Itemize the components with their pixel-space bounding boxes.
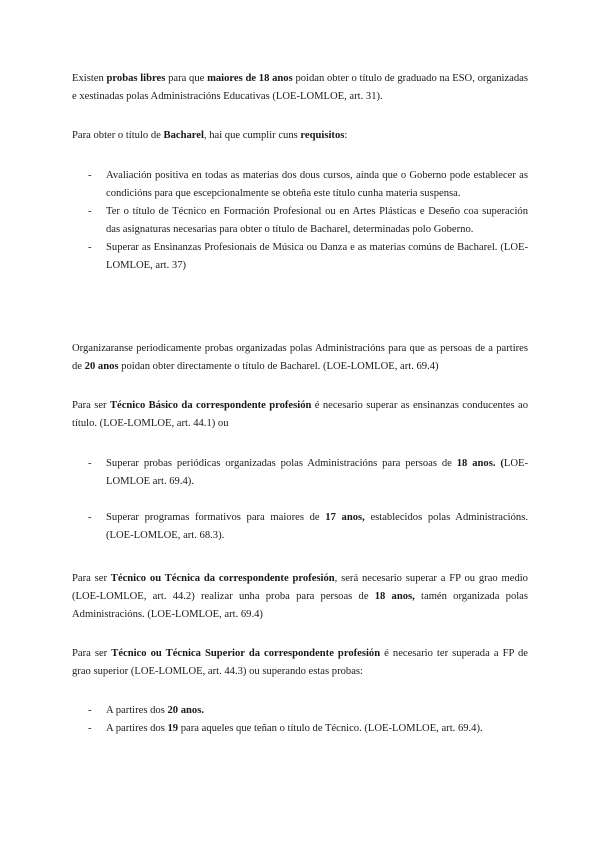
tecnico-basico-list xyxy=(88,455,528,545)
paragraph-bacharel-exams: Organizaranse periodicamente probas organizadas polas Administracións para que as persoas de a partires de 20 anos poidan obter directamente o título de Bacharel. (LOE-LOMLOE, art. 69.4) xyxy=(72,343,528,372)
paragraph-eso-free-exams: Existen probas libres para que maiores de 18 anos poidan obter o título de graduado na ESO, organizadas e xestinadas polas Administracións Educativas (LOE-LOMLOE, art. 31). xyxy=(72,73,528,102)
paragraph-tecnico: Para ser Técnico ou Técnica da correspondente profesión, será necesario superar a FP ou grao medio (LOE-LOMLOE, art. 44.2) realizar unha proba para persoas de 18 anos, tamén organizada polas Administracións. (LOE-LOMLOE, art. 69.4) xyxy=(72,573,529,620)
list-item: - Ter o título de Técnico en Formación Profesional ou en Artes Plásticas e Deseño coa superación das asignaturas necesarias para obter o título de Bacharel, determinadas polo Goberno. xyxy=(88,206,528,235)
list-item: - Superar probas periódicas organizadas polas Administracións para persoas de 18 anos. (LOE-LOMLOE art. 69.4). xyxy=(88,458,528,487)
tecnico-superior-list xyxy=(88,702,528,738)
paragraph-bacharel-requirements: Para obter o título de Bacharel, hai que cumplir cuns requisitos: xyxy=(72,130,348,141)
list-item: - A partires dos 19 para aqueles que teñan o título de Técnico. (LOE-LOMLOE, art. 69.4). xyxy=(88,723,483,734)
list-item: - Superar as Ensinanzas Profesionais de Música ou Danza e as materias comúns de Bacharel. (LOE-LOMLOE, art. 37) xyxy=(88,242,528,271)
requirements-list xyxy=(88,167,528,275)
list-item: - Avaliación positiva en todas as materias dos dous cursos, aínda que o Goberno pode establecer as condicións para que escepcionalmente se obteña este título cunha materia suspensa. xyxy=(88,170,528,199)
paragraph-tecnico-superior: Para ser Técnico ou Técnica Superior da correspondente profesión é necesario ter superada a FP de grao superior (LOE-LOMLOE, art. 44.3) ou superando estas probas: xyxy=(72,648,528,677)
paragraph-tecnico-basico: Para ser Técnico Básico da correspondente profesión é necesario superar as ensinanzas conducentes ao título. (LOE-LOMLOE, art. 44.1) ou xyxy=(72,400,528,429)
list-item: - A partires dos 20 anos. xyxy=(88,705,204,716)
list-item: - Superar programas formativos para maiores de 17 anos, establecidos polas Administracións. (LOE-LOMLOE, art. 68.3). xyxy=(88,512,528,541)
